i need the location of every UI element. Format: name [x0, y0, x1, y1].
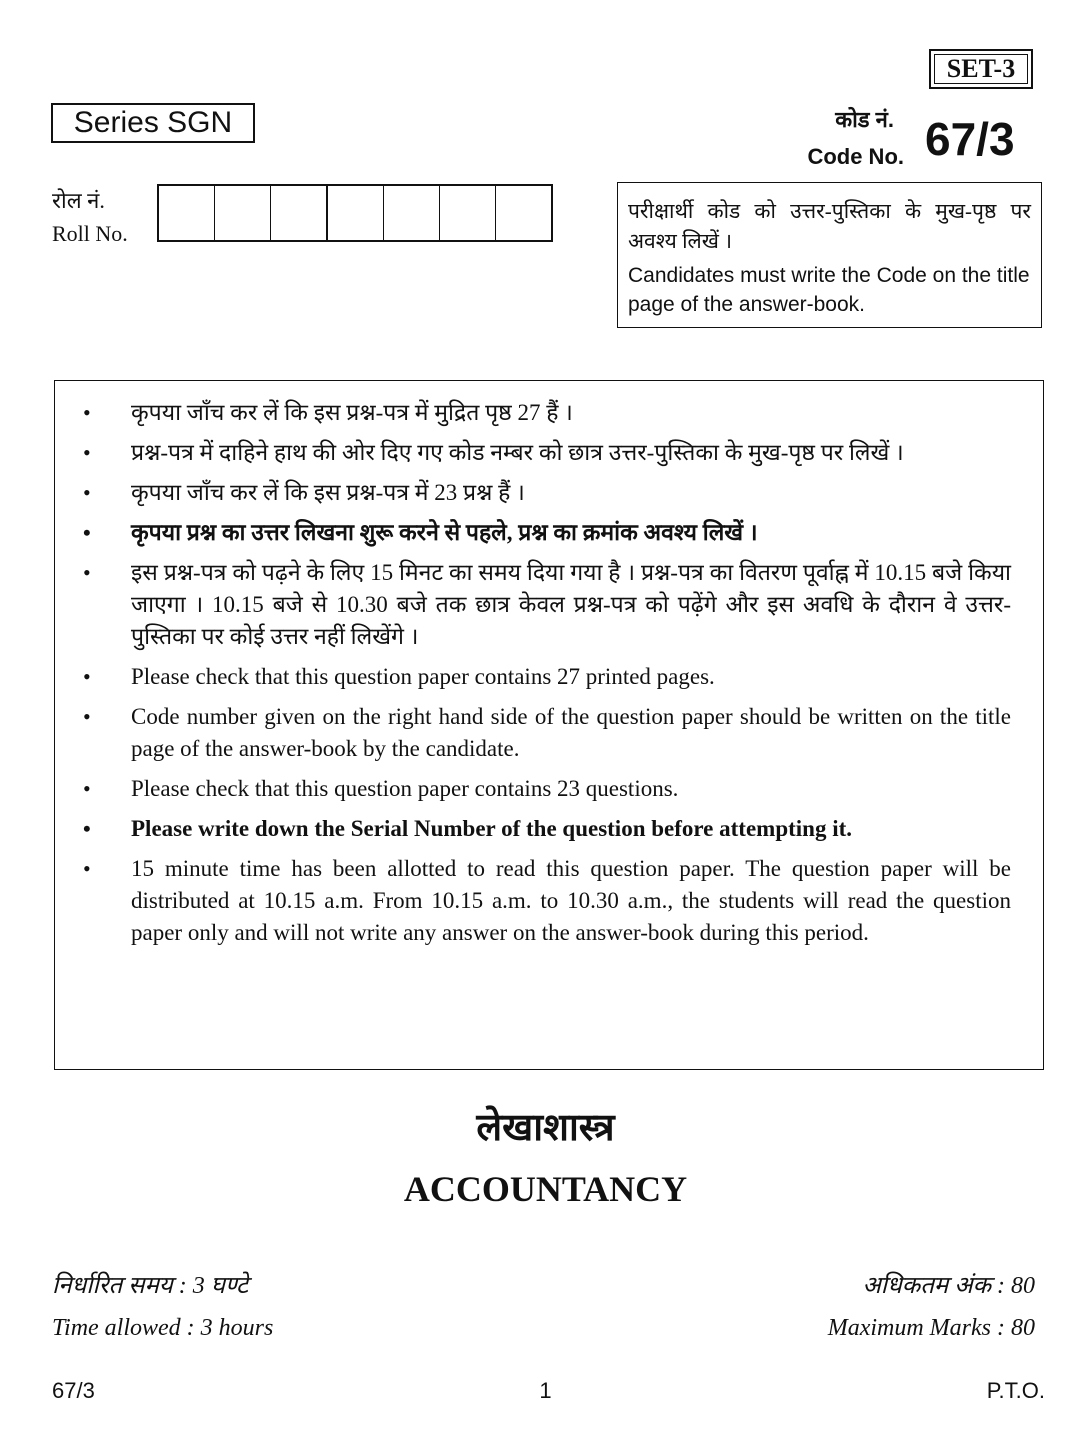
instruction-item: • 15 minute time has been allotted to read this question paper. The question paper will be distributed at 10.15 a.m. From 10.15 a.m. to 10.30 a.m., the students will read the question paper only and will not write any answer on the answer-book during this period. [83, 853, 1011, 949]
instruction-item: • कृपया प्रश्न का उत्तर लिखना शुरू करने से पहले, प्रश्न का क्रमांक अवश्य लिखें । [83, 517, 1011, 549]
set-badge [929, 49, 1033, 89]
code-label-hindi: कोड नं. [835, 107, 894, 132]
roll-digit-box [384, 186, 440, 240]
series-label: Series SGN [73, 106, 233, 139]
instruction-item: • इस प्रश्न-पत्र को पढ़ने के लिए 15 मिनट का समय दिया गया है । प्रश्न-पत्र का वितरण पूर्वाह्न में 10.15 बजे किया जाएगा । 10.15 बजे से 10.30 बजे तक छात्र केवल प्रश्न-पत्र को पढ़ेंगे और इस अवधि के दौरान वे उत्तर-पुस्तिका पर कोई उत्तर नहीं लिखेंगे । [83, 557, 1011, 653]
series-badge [51, 103, 255, 143]
code-label-english: Code No. [807, 144, 904, 169]
roll-digit-box [496, 186, 551, 240]
please-turn-over: P.T.O. [986, 1378, 1045, 1403]
code-value: 67/3 [925, 113, 1015, 165]
subject-title-hindi: लेखाशास्त्र [476, 1107, 615, 1149]
time-allowed-english: Time allowed : 3 hours [52, 1315, 274, 1341]
general-instructions-box [54, 380, 1044, 1070]
code-note-hindi: परीक्षार्थी कोड को उत्तर-पुस्तिका के मुख-पृष्ठ पर अवश्य लिखें । [628, 199, 1031, 253]
footer-code: 67/3 [52, 1378, 95, 1403]
roll-digit-box [328, 186, 384, 240]
roll-digit-box [159, 186, 215, 240]
instruction-item: • Code number given on the right hand side of the question paper should be written on the title page of the answer-book by the candidate. [83, 701, 1011, 765]
roll-digit-box [215, 186, 271, 240]
set-label: SET-3 [946, 54, 1016, 83]
instruction-item: • प्रश्न-पत्र में दाहिने हाथ की ओर दिए गए कोड नम्बर को छात्र उत्तर-पुस्तिका के मुख-पृष्ठ पर लिखें । [83, 437, 1011, 469]
roll-digit-box [271, 186, 328, 240]
instructions-list [83, 397, 1011, 949]
subject-title-english: ACCOUNTANCY [403, 1169, 688, 1209]
instruction-item: • Please check that this question paper contains 27 printed pages. [83, 661, 1011, 693]
roll-number-boxes [157, 184, 553, 242]
roll-label-hindi: रोल नं. [52, 188, 105, 213]
max-marks-english: Maximum Marks : 80 [827, 1315, 1035, 1341]
instruction-item: • कृपया जाँच कर लें कि इस प्रश्न-पत्र में 23 प्रश्न हैं । [83, 477, 1011, 509]
code-instruction-box [617, 182, 1042, 328]
code-note-english: Candidates must write the Code on the title page of the answer-book. [628, 263, 1030, 317]
instruction-item: • कृपया जाँच कर लें कि इस प्रश्न-पत्र में मुद्रित पृष्ठ 27 हैं । [83, 397, 1011, 429]
time-allowed-hindi: निर्धारित समय : 3 घण्टे [52, 1273, 249, 1299]
instruction-item: • Please write down the Serial Number of the question before attempting it. [83, 813, 1011, 845]
roll-digit-box [440, 186, 496, 240]
instruction-item: • Please check that this question paper contains 23 questions. [83, 773, 1011, 805]
page-number: 1 [539, 1378, 552, 1403]
max-marks-hindi: अधिकतम अंक : 80 [862, 1273, 1035, 1299]
roll-label-english: Roll No. [52, 221, 128, 246]
